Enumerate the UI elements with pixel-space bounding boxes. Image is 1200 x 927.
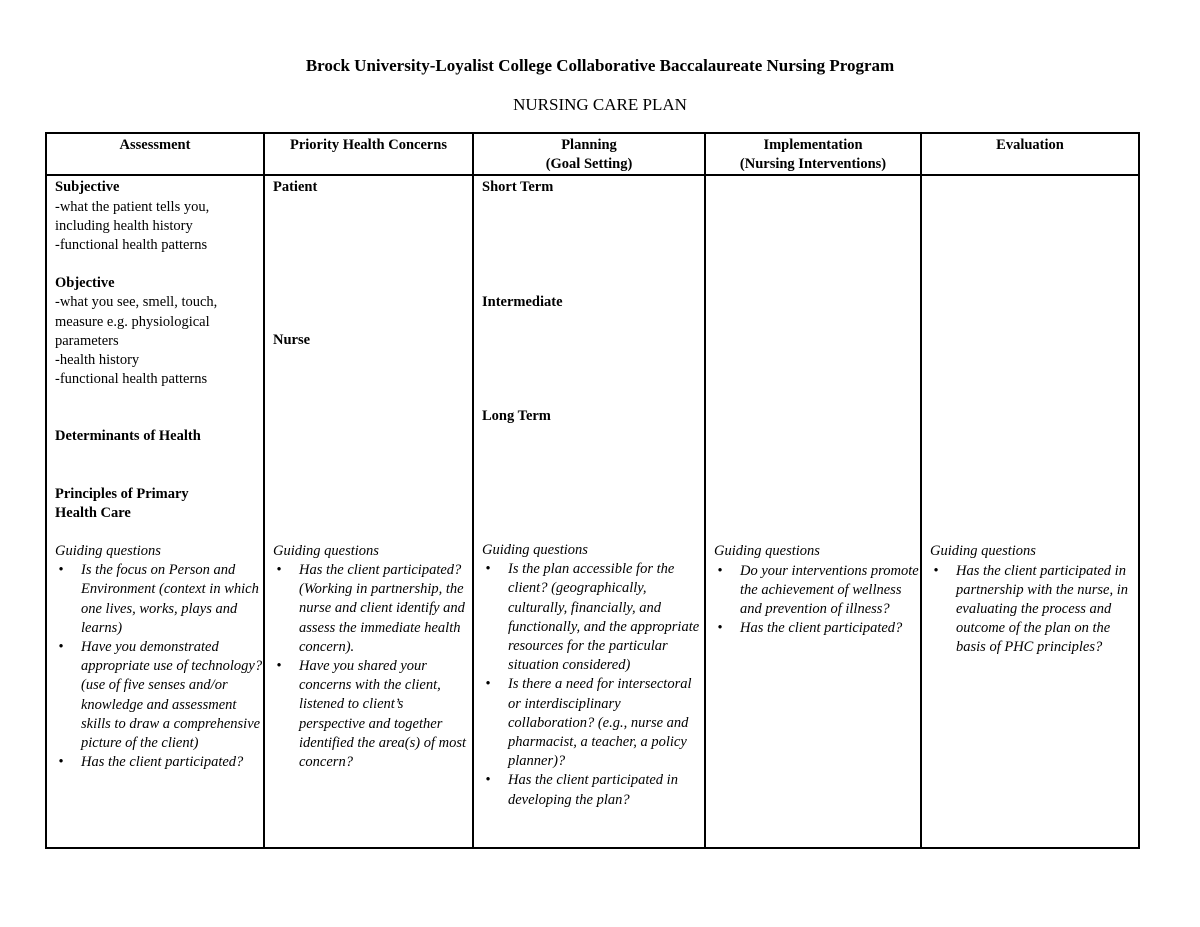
assessment-guiding-label: Guiding questions (55, 543, 161, 560)
assessment-guiding-list (55, 561, 263, 772)
bullet-icon: • (485, 561, 491, 578)
bullet-icon: • (58, 754, 64, 771)
patient-label: Patient (273, 179, 318, 196)
bullet-icon: • (485, 676, 491, 693)
list-item-text: Has the client participated in developing the plan? (508, 772, 678, 808)
implementation-cell (705, 175, 921, 848)
principles-heading: Principles of Primary (55, 485, 189, 502)
header-priority (264, 133, 473, 175)
subjective-line: -functional health patterns (55, 237, 208, 254)
list-item-text: Is there a need for intersectoral or interdisciplinary collaboration? (e.g., nurse and pharmacist, a teacher, a policy planner)? (508, 676, 692, 770)
header-implementation-label: Implementation (763, 137, 863, 153)
header-priority-label: Priority Health Concerns (289, 137, 448, 153)
assessment-cell (46, 175, 264, 848)
header-planning-sublabel: (Goal Setting) (545, 156, 633, 173)
list-item-text: Do your interventions promote the achievement of wellness and prevention of illness? (740, 562, 919, 618)
intermediate-label: Intermediate (482, 293, 563, 310)
list-item (55, 561, 263, 638)
subjective-heading: Subjective (55, 179, 120, 196)
list-item (482, 771, 704, 809)
header-implementation-sublabel: (Nursing Interventions) (739, 156, 887, 173)
priority-cell (264, 175, 473, 848)
subjective-line: including health history (55, 217, 193, 234)
planning-guiding-list (482, 560, 704, 810)
short-term-label: Short Term (482, 179, 554, 196)
objective-line: parameters (55, 332, 119, 349)
header-evaluation (921, 133, 1139, 175)
content-row (46, 175, 1139, 848)
objective-heading: Objective (55, 275, 115, 292)
bullet-icon: • (58, 639, 64, 656)
long-term-label: Long Term (482, 407, 551, 424)
implementation-guiding-label: Guiding questions (714, 543, 820, 560)
header-planning-label: Planning (561, 137, 617, 153)
objective-line: measure e.g. physiological (55, 313, 210, 330)
header-implementation (705, 133, 921, 175)
objective-line: -health history (55, 352, 140, 369)
header-assessment-label: Assessment (119, 137, 191, 153)
planning-guiding-label: Guiding questions (482, 542, 588, 559)
nurse-label: Nurse (273, 331, 311, 348)
care-plan-table (45, 132, 1140, 849)
list-item-text: Has the client participated? (81, 754, 244, 771)
objective-line: -functional health patterns (55, 371, 208, 388)
bullet-icon: • (933, 562, 939, 579)
list-item-text: Have you demonstrated appropriate use of technology? (use of five senses and/or knowledge and assessment skills to draw a comprehensive picture of the client) (81, 639, 263, 752)
priority-guiding-list (273, 561, 472, 772)
list-item (273, 561, 472, 657)
evaluation-cell (921, 175, 1139, 848)
document-title: Brock University-Loyalist College Collaborative Baccalaureate Nursing Program (305, 56, 895, 75)
list-item (714, 562, 920, 620)
header-assessment (46, 133, 264, 175)
list-item (482, 560, 704, 675)
principles-heading-cont: Health Care (55, 504, 131, 521)
determinants-heading: Determinants of Health (55, 428, 201, 445)
list-item (273, 657, 472, 772)
evaluation-guiding-list (930, 562, 1138, 658)
document-subtitle: NURSING CARE PLAN (513, 95, 687, 114)
list-item-text: Has the client participated? (740, 620, 903, 637)
list-item-text: Have you shared your concerns with the client, listened to client’s perspective and together identified the area(s) of most concern? (299, 658, 466, 771)
list-item (55, 638, 263, 753)
list-item-text: Is the focus on Person and Environment (context in which one lives, works, plays and learns) (81, 562, 259, 636)
objective-line: -what you see, smell, touch, (55, 294, 218, 311)
bullet-icon: • (276, 562, 282, 579)
list-item-text: Is the plan accessible for the client? (geographically, culturally, financially, and functionally, and the appropriate resources for the particular situation considered) (508, 561, 700, 674)
evaluation-guiding-label: Guiding questions (930, 543, 1036, 560)
bullet-icon: • (58, 562, 64, 579)
priority-guiding-label: Guiding questions (273, 542, 379, 559)
implementation-guiding-list (714, 562, 920, 639)
bullet-icon: • (717, 620, 723, 637)
bullet-icon: • (485, 772, 491, 789)
header-row (46, 133, 1139, 175)
header-evaluation-label: Evaluation (996, 137, 1064, 153)
header-planning (473, 133, 705, 175)
list-item-text: Has the client participated in partnership with the nurse, in evaluating the process and outcome of the plan on the basis of PHC principles? (956, 562, 1128, 656)
list-item-text: Has the client participated? (Working in partnership, the nurse and client identify and assess the immediate health concern). (299, 562, 465, 655)
list-item (714, 619, 920, 638)
bullet-icon: • (276, 658, 282, 675)
list-item (55, 753, 263, 772)
planning-cell (473, 175, 705, 848)
list-item (930, 562, 1138, 658)
bullet-icon: • (717, 562, 723, 579)
subjective-line: -what the patient tells you, (55, 198, 210, 215)
list-item (482, 675, 704, 771)
